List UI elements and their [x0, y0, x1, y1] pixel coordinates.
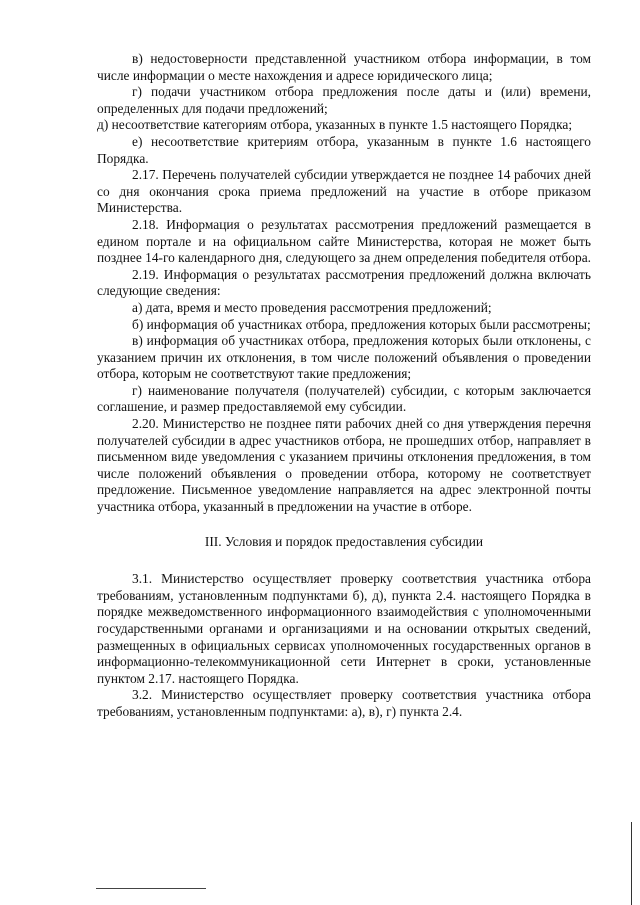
- paragraph-item-g-late-submission: г) подачи участником отбора предложения после даты и (или) времени, определенных для подачи предложений;: [97, 84, 591, 116]
- section-heading: III. Условия и порядок предоставления субсидии: [204, 533, 484, 549]
- paragraph-item-v-unreliable-info: в) недостоверности представленной участником отбора информации, в том числе информации о месте нахождения и адресе юридического лица;: [97, 51, 591, 83]
- paragraph-2-19-v: в) информация об участниках отбора, предложения которых были отклонены, с указанием причин их отклонения, в том числе положений объявления о проведении отбора, которым не соответствуют такие предложения;: [97, 333, 591, 382]
- paragraph-2-19-g: г) наименование получателя (получателей) субсидии, с которым заключается соглашение, и размер предоставляемой ему субсидии.: [97, 382, 591, 415]
- paragraph-2-18: 2.18. Информация о результатах рассмотрения предложений размещается в едином портале и на официальном сайте Министерства, которая не может быть позднее 14-го календарного дня, следующего за днем определения победителя отбора.: [97, 216, 592, 266]
- footnote-divider: [96, 888, 206, 889]
- paragraph-2-17: 2.17. Перечень получателей субсидии утверждается не позднее 14 рабочих дней со дня окончания срока приема предложений на участие в отборе приказом Министерства.: [97, 167, 591, 216]
- paragraph-item-d-category-mismatch: д) несоответствие категориям отбора, указанных в пункте 1.5 настоящего Порядка;: [97, 117, 573, 133]
- paragraph-3-1: 3.1. Министерство осуществляет проверку соответствия участника отбора требованиям, установленным подпунктами б), д), пункта 2.4. настоящего Порядка в порядке межведомственного информационного взаимодействия с уполномоченными государственными органами и организациями и на основании открытых сведений, размещенных в официальных сервисах уполномоченных государственных органов в информационно-телекоммуникационной сети Интернет в сроки, установленные пунктом 2.17. настоящего Порядка.: [97, 571, 591, 686]
- paragraph-2-19-a: а) дата, время и место проведения рассмотрения предложений;: [132, 299, 492, 315]
- paragraph-item-e-criteria-mismatch: е) несоответствие критериям отбора, указанным в пункте 1.6 настоящего Порядка.: [97, 133, 591, 166]
- right-margin-line: [631, 822, 632, 905]
- document-body: [97, 51, 591, 721]
- paragraph-2-19-b: б) информация об участниках отбора, предложения которых были рассмотрены;: [132, 316, 591, 332]
- paragraph-2-20: 2.20. Министерство не позднее пяти рабочих дней со дня утверждения перечня получателей субсидии в адрес участников отбора, не прошедших отбор, направляет в письменном виде уведомления с указанием причины отклонения предложения, в том числе положений объявления о проведении отбора, которому не соответствует предложение. Письменное уведомление направляется на адрес электронной почты участника отбора, указанный в предложении на участие в отборе.: [97, 416, 591, 515]
- paragraph-2-19: 2.19. Информация о результатах рассмотрения предложений должна включать следующие сведения:: [97, 266, 591, 299]
- paragraph-3-2: 3.2. Министерство осуществляет проверку соответствия участника отбора требованиям, установленным подпунктами: а), в), г) пункта 2.4.: [97, 687, 591, 719]
